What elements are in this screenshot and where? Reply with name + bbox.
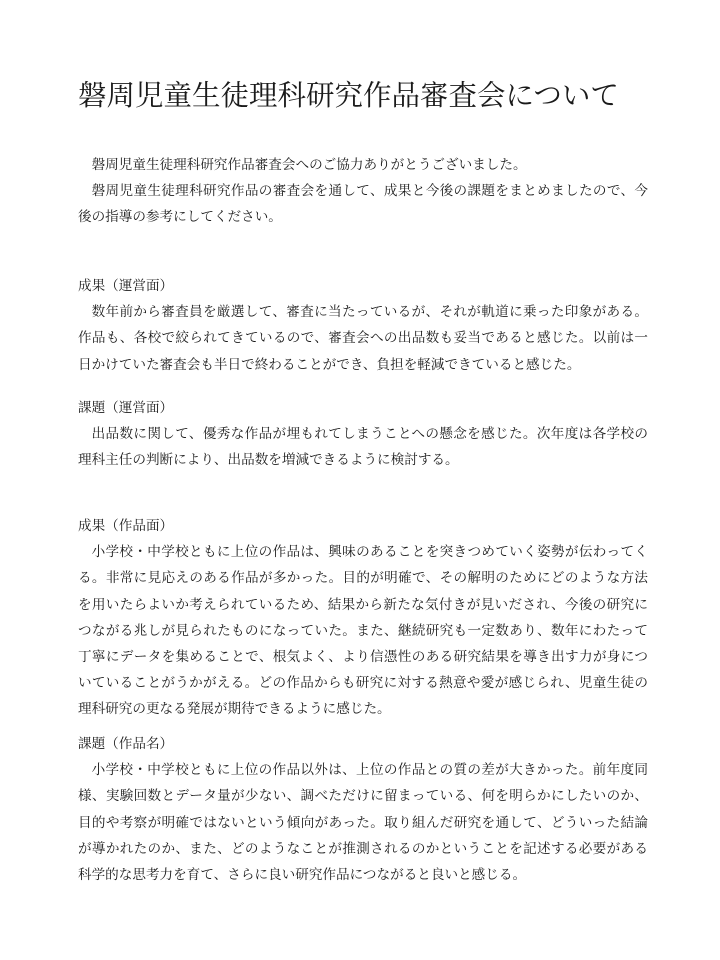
section-heading: 課題（作品名）	[78, 736, 174, 752]
section-body: 小学校・中学校ともに上位の作品以外は、上位の作品との質の差が大きかった。前年度同様、実験回数とデータ量が少ない、調べただけに留まっている、何を明らかにしたいのか、目的や考察が明確ではないという傾向があった。取り組んだ研究を通して、どういった結論が導かれたのか、また、どのようなことが推測されるのかということを記述する必要がある科学的な思考力を育て、さらに良い研究作品につながると良いと感じる。	[78, 762, 648, 884]
section-results-works	[78, 513, 648, 723]
intro-paragraph: 磐周児童生徒理科研究作品の審査会を通して、成果と今後の課題をまとめましたので、今後の指導の参考にしてください。	[78, 183, 648, 226]
section-issues-works	[78, 731, 648, 888]
section-heading: 課題（運営面）	[78, 400, 174, 416]
document-title: 磐周児童生徒理科研究作品審査会について	[78, 79, 619, 112]
section-heading: 成果（作品面）	[78, 518, 174, 534]
section-results-operations	[78, 273, 648, 378]
intro-block	[78, 152, 648, 231]
section-heading: 成果（運営面）	[78, 278, 174, 294]
section-issues-operations	[78, 395, 648, 474]
section-body: 小学校・中学校ともに上位の作品は、興味のあることを突きつめていく姿勢が伝わってくる。非常に見応えのある作品が多かった。目的が明確で、その解明のためにどのような方法を用いたらよいか考えられているため、結果から新たな気付きが見いだされ、今後の研究につながる兆しが見られたものになっていた。また、継続研究も一定数あり、数年にわたって丁寧にデータを集めることで、根気よく、より信憑性のある研究結果を導き出す力が身についていることがうかがえる。どの作品からも研究に対する熱意や愛が感じられ、児童生徒の理科研究の更なる発展が期待できるように感じた。	[78, 544, 648, 718]
section-body: 出品数に関して、優秀な作品が埋もれてしまうことへの懸念を感じた。次年度は各学校の理科主任の判断により、出品数を増減できるように検討する。	[78, 426, 648, 469]
intro-paragraph: 磐周児童生徒理科研究作品審査会へのご協力ありがとうございました。	[91, 157, 527, 173]
section-body: 数年前から審査員を厳選して、審査に当たっているが、それが軌道に乗った印象がある。作品も、各校で絞られてきているので、審査会への出品数も妥当であると感じた。以前は一日かけていた審査会も半日で終わることができ、負担を軽減できていると感じた。	[78, 304, 648, 373]
